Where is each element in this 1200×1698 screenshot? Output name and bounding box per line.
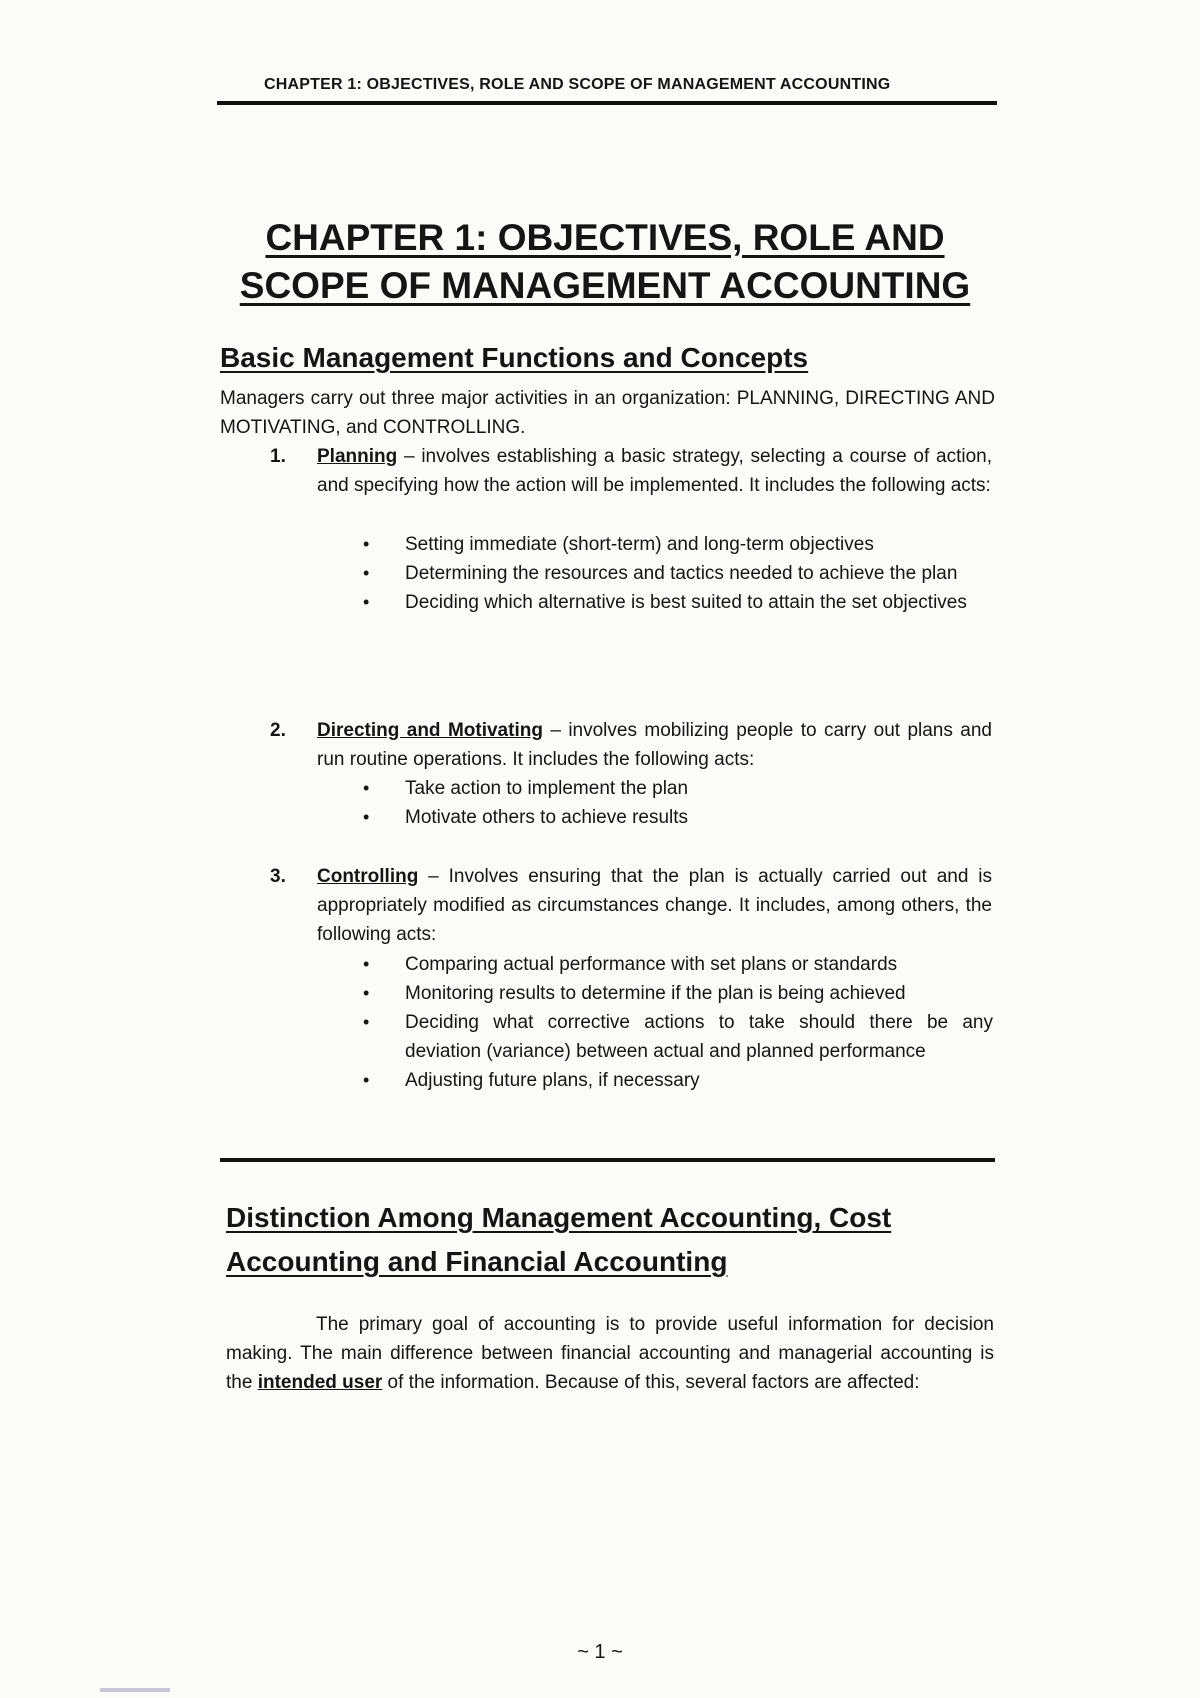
section2-heading-line2: Accounting and Financial Accounting: [226, 1246, 728, 1277]
description-planning: – involves establishing a basic strategy, selecting a course of action, and specifying how the action will be implemented. It includes the following acts:: [317, 446, 992, 496]
section1-heading: Basic Management Functions and Concepts: [220, 342, 809, 373]
bullet-item: • Setting immediate (short-term) and long-term objectives: [363, 530, 993, 559]
description-controlling: – Involves ensuring that the plan is actually carried out and is appropriately modified as circumstances change. It includes, among others, the following acts:: [317, 866, 992, 945]
bullet-item: • Deciding what corrective actions to take should there be any deviation (variance) between actual and planned performance: [363, 1008, 993, 1066]
bullet-item: • Determining the resources and tactics needed to achieve the plan: [363, 559, 993, 588]
list-body: [317, 862, 992, 949]
term-planning: Planning: [317, 446, 398, 467]
intended-user-emphasis: intended user: [257, 1372, 383, 1393]
description-directing: – involves mobilizing people to carry out plans and run routine operations. It includes the following acts:: [317, 720, 992, 770]
list-number: 1.: [270, 446, 286, 467]
bullet-item: • Comparing actual performance with set plans or standards: [363, 950, 993, 979]
chapter-title: [200, 214, 1010, 310]
section2-heading: [226, 1196, 891, 1284]
section2-paragraph: [226, 1310, 994, 1397]
bullet-item: • Adjusting future plans, if necessary: [363, 1066, 993, 1095]
directing-bullets: [363, 774, 993, 832]
bullet-item: • Motivate others to achieve results: [363, 803, 993, 832]
term-controlling: Controlling: [317, 866, 419, 887]
header-rule: [217, 101, 997, 105]
controlling-bullets: [363, 950, 993, 1095]
planning-bullets: [363, 530, 993, 617]
list-number: 2.: [270, 720, 286, 741]
list-body: [317, 716, 992, 774]
section-divider: [220, 1158, 995, 1162]
bullet-item: • Deciding which alternative is best suited to attain the set objectives: [363, 588, 993, 617]
page-number: ~ 1 ~: [577, 1641, 623, 1663]
paragraph-part1: The primary goal of accounting is to provide useful information for decision making. The main difference between financial accounting and managerial accounting is the: [226, 1314, 994, 1393]
section1-intro: Managers carry out three major activities in an organization: PLANNING, DIRECTING AND MOTIVATING, and CONTROLLING.: [220, 388, 995, 438]
running-header: CHAPTER 1: OBJECTIVES, ROLE AND SCOPE OF MANAGEMENT ACCOUNTING: [264, 76, 891, 93]
list-body: [317, 442, 992, 500]
bullet-item: • Monitoring results to determine if the plan is being achieved: [363, 979, 993, 1008]
chapter-title-line2: SCOPE OF MANAGEMENT ACCOUNTING: [239, 265, 971, 306]
list-number: 3.: [270, 866, 286, 887]
bullet-item: • Take action to implement the plan: [363, 774, 993, 803]
scan-edge-mark: [100, 1688, 170, 1692]
paragraph-part2: of the information. Because of this, several factors are affected:: [382, 1372, 920, 1393]
section2-heading-line1: Distinction Among Management Accounting, Cost: [226, 1202, 892, 1233]
chapter-title-line1: CHAPTER 1: OBJECTIVES, ROLE AND: [265, 217, 945, 258]
term-directing: Directing and Motivating: [317, 720, 543, 741]
